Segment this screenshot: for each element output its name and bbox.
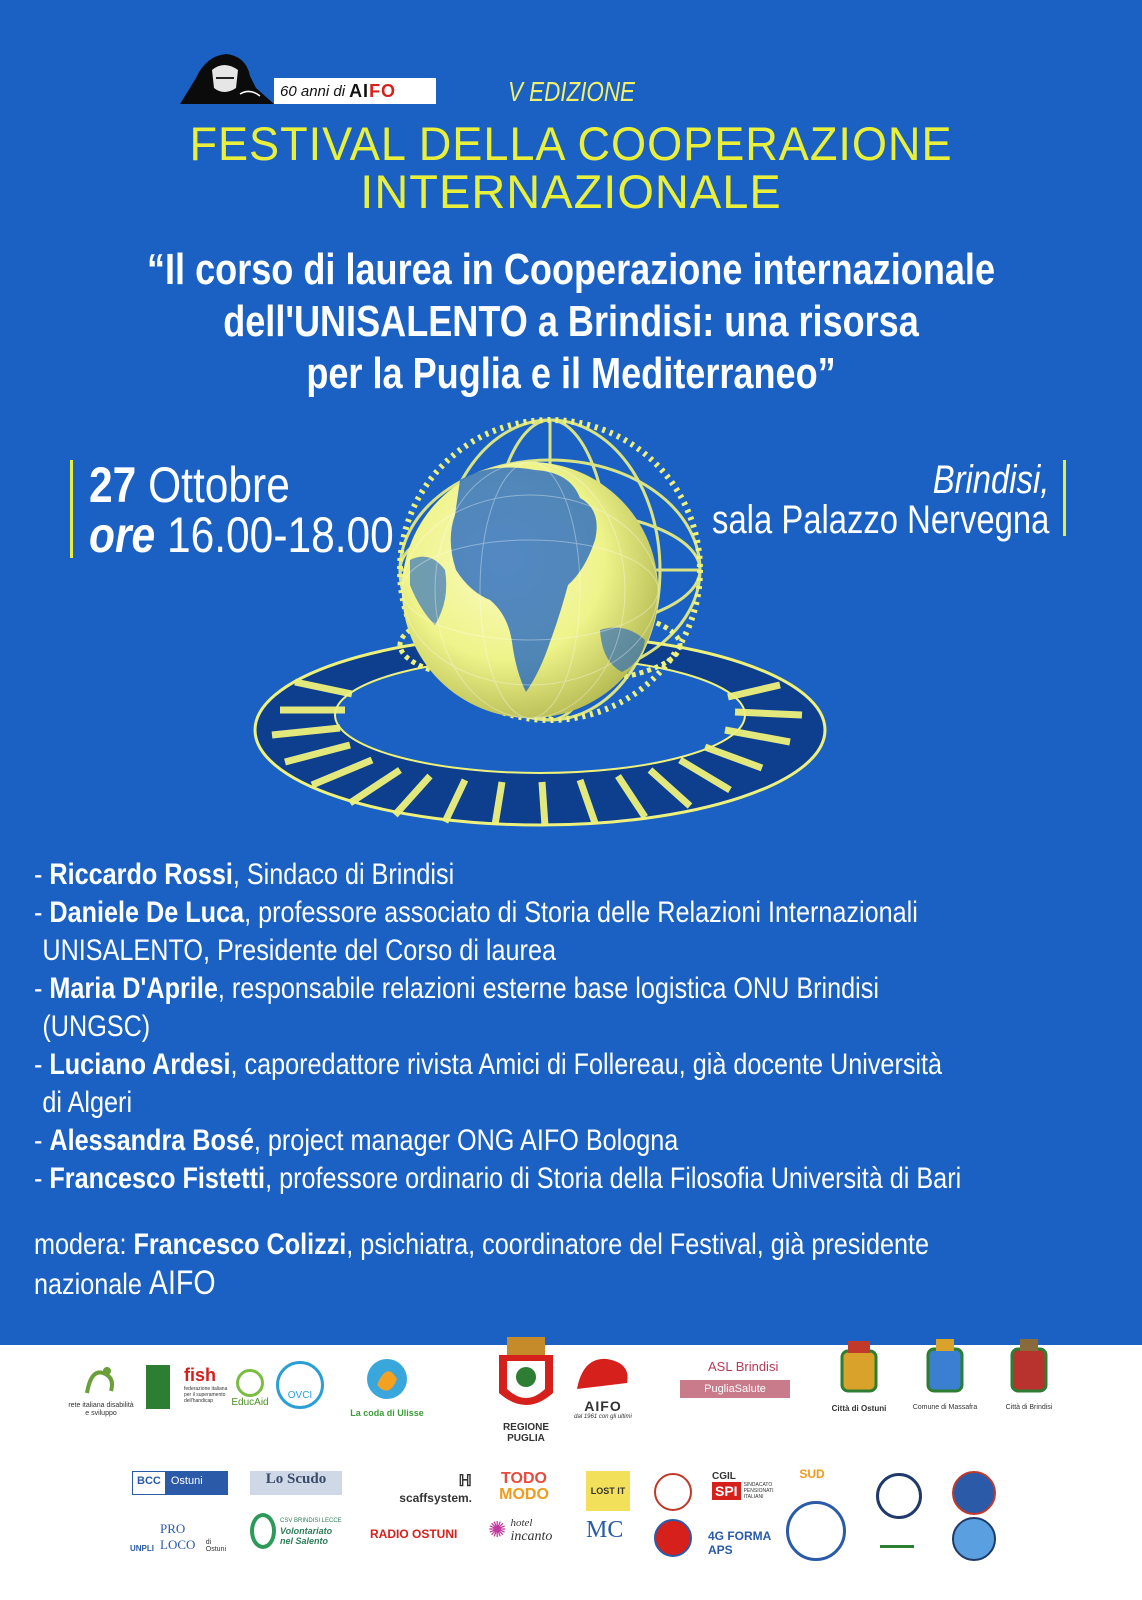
speaker-role-cont: di Algeri (42, 1086, 133, 1119)
hotel-incanto-logo: ✺ hotel incanto (488, 1517, 553, 1544)
lost-it-logo: LOST IT (586, 1471, 630, 1511)
pro-loco-ostuni-logo: UNPLI PRO LOCO di Ostuni (130, 1521, 227, 1553)
dpi-logo (146, 1365, 170, 1409)
citta-di-ostuni-logo: Città di Ostuni (826, 1339, 892, 1413)
speaker-role: , professore ordinario di Storia della Filosofia Università di Bari (265, 1162, 962, 1195)
speaker-name: Francesco Fistetti (49, 1162, 266, 1195)
aifo-hand-icon (573, 1355, 633, 1393)
csv-brindisi-lecce-logo: CSV BRINDISI LECCE Volontariato nel Salento (250, 1513, 346, 1549)
speaker-item: - Riccardo Rossi, Sindaco di Brindisi (34, 858, 455, 891)
partner-circle-logo (654, 1473, 692, 1511)
moderator-label: modera: (34, 1228, 134, 1261)
partner-round-logo (654, 1519, 692, 1557)
speaker-name: Maria D'Aprile (49, 972, 218, 1005)
speaker-role: , professore associato di Storia delle Relazioni Internazionali (244, 896, 918, 929)
aifo-banner-prefix: 60 anni di (280, 82, 346, 100)
speaker-item: - Maria D'Aprile, responsabile relazioni esterne base logistica ONU Brindisi (34, 972, 879, 1005)
partner-badge-logo (952, 1471, 996, 1515)
moderator-role: , psichiatra, coordinatore del Festival, già presidente (346, 1228, 930, 1261)
ostuni-crest-icon (834, 1339, 884, 1399)
lo-scudo-logo: Lo Scudo (250, 1471, 342, 1495)
speaker-role: , responsabile relazioni esterne base logistica ONU Brindisi (217, 972, 879, 1005)
asl-brindisi-logo: ASL Brindisi PugliaSalute (680, 1359, 790, 1398)
comune-di-massafra-logo: Comune di Massafra (912, 1337, 978, 1411)
event-location (638, 458, 1066, 542)
scaffsystem-logo: ℍ scaffsystem. (399, 1473, 472, 1505)
festival-title-line2: INTERNAZIONALE (360, 165, 782, 218)
edition-label: V EDIZIONE (508, 76, 635, 107)
radio-ostuni-logo: RADIO OSTUNI (370, 1527, 458, 1541)
festival-title-line1: FESTIVAL DELLA COOPERAZIONE (189, 117, 953, 170)
speaker-name: Riccardo Rossi (49, 858, 233, 891)
regione-puglia-crest-icon (495, 1337, 557, 1417)
moderator-role-cont: nazionale (34, 1268, 149, 1301)
mc-yachting-logo: MC (586, 1517, 624, 1543)
wheel-association-logo (786, 1501, 846, 1561)
event-day: 27 (89, 457, 137, 513)
speaker-role: , caporedattore rivista Amici di Follereau, già docente Università (230, 1048, 943, 1081)
partner-seal-logo (876, 1473, 922, 1519)
event-title (0, 244, 1142, 400)
4g-forma-logo: 4G FORMA APS (708, 1529, 771, 1557)
event-title-line1: “Il corso di laurea in Cooperazione internazionale (146, 245, 996, 294)
riddis-icon (81, 1363, 121, 1397)
event-title-line2: dell'UNISALENTO a Brindisi: una risorsa (223, 297, 919, 346)
founder-portrait-image (176, 48, 274, 104)
event-title-line3: per la Puglia e il Mediterraneo” (306, 349, 836, 398)
speaker-role-cont: UNISALENTO, Presidente del Corso di laurea (42, 934, 556, 967)
speaker-item: - Francesco Fistetti, professore ordinario di Storia della Filosofia Università di Bari (34, 1162, 962, 1195)
event-venue: sala Palazzo Nervegna (711, 498, 1049, 542)
event-date-time (70, 457, 448, 563)
speaker-role: , Sindaco di Brindisi (232, 858, 455, 891)
massafra-crest-icon (920, 1337, 970, 1399)
event-time: 16.00-18.00 (166, 507, 394, 563)
partner-hills-logo (880, 1523, 914, 1548)
bcc-ostuni-logo: BCC Ostuni (132, 1471, 228, 1495)
partner-logos-strip (0, 1345, 1142, 1600)
moderator-name: Francesco Colizzi (133, 1228, 347, 1261)
speaker-item: - Daniele De Luca, professore associato di Storia delle Relazioni Internazionali (34, 896, 918, 929)
speaker-name: Alessandra Bosé (49, 1124, 254, 1157)
aifo-banner-brand: AIFO (349, 80, 397, 101)
sud-logo: SUD (799, 1467, 825, 1481)
speaker-item: - Luciano Ardesi, caporedattore rivista Amici di Follereau, già docente Università (34, 1048, 943, 1081)
moderator-block (34, 1226, 1100, 1304)
speakers-list (34, 856, 1114, 1198)
speaker-role: , project manager ONG AIFO Bologna (253, 1124, 679, 1157)
ovci-logo: OVCI (276, 1361, 324, 1409)
speaker-role-cont: (UNGSC) (42, 1010, 151, 1043)
aifo-60-anni-banner (274, 78, 436, 104)
speaker-item: - Alessandra Bosé, project manager ONG AIFO Bologna (34, 1124, 679, 1157)
event-month: Ottobre (148, 457, 290, 513)
fish-logo: fish federazione italiana per il superamento dell'handicap (184, 1365, 228, 1404)
partner-mountain-logo (952, 1517, 996, 1561)
speaker-name: Daniele De Luca (49, 896, 245, 929)
regione-puglia-logo: REGIONE PUGLIA (494, 1337, 558, 1444)
educaid-logo: EducAid (228, 1369, 272, 1408)
event-ore-label: ore (89, 507, 156, 563)
riddis-logo: rete italiana disabilità e sviluppo (68, 1363, 134, 1419)
cgil-spi-logo: CGIL SPI SINDACATO PENSIONATI ITALIANI (712, 1471, 774, 1500)
coda-di-ulisse-icon (363, 1355, 411, 1403)
speaker-name: Luciano Ardesi (49, 1048, 231, 1081)
brindisi-crest-icon (1004, 1337, 1054, 1399)
citta-di-brindisi-logo: Città di Brindisi (996, 1337, 1062, 1411)
todo-modo-logo: TODO MODO (499, 1470, 549, 1503)
moderator-org: AIFO (148, 1264, 216, 1302)
la-coda-di-ulisse-logo: La coda di Ulisse (344, 1355, 430, 1418)
aifo-logo: AIFO dal 1961 con gli ultimi (570, 1355, 636, 1420)
event-city: Brindisi, (932, 458, 1049, 502)
